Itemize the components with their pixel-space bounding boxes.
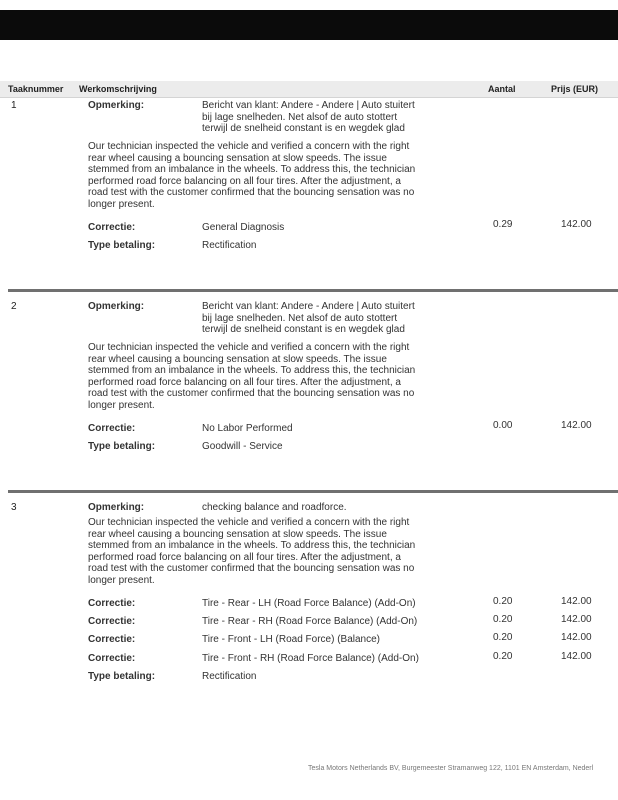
payment-label: Type betaling: [88,240,156,251]
correction-label: Correctie: [88,222,136,233]
payment-label: Type betaling: [88,671,156,682]
correction-quantity: 0.20 [493,596,513,607]
header-description: Werkomschrijving [79,84,157,94]
payment-type: Rectification [202,240,257,251]
correction-price: 142.00 [561,651,592,662]
correction-text: No Labor Performed [202,423,293,434]
correction-quantity: 0.20 [493,651,513,662]
remark-label: Opmerking: [88,502,145,513]
correction-label: Correctie: [88,634,136,645]
header-price: Prijs (EUR) [551,84,599,94]
technician-note: Our technician inspected the vehicle and verified a concern with the right rear wheel causing a bouncing sensation at slow speeds. The issue stemmed from an imbalance in the wheels. To address this, the technician performed road force balancing on all four tires. After the adjustment, a road test with the customer confirmed that the bouncing sensation was no longer present. [88,342,416,411]
correction-quantity: 0.29 [493,219,513,230]
row-divider [8,289,618,292]
remark-label: Opmerking: [88,301,145,312]
correction-label: Correctie: [88,423,136,434]
remark-text: checking balance and roadforce. [202,502,347,513]
task-number: 2 [11,301,17,312]
correction-label: Correctie: [88,598,136,609]
task-number: 3 [11,502,17,513]
header-task-nr: Taaknummer [8,84,64,94]
correction-label: Correctie: [88,616,136,627]
remark-label: Opmerking: [88,100,145,111]
correction-price: 142.00 [561,420,592,431]
correction-text: General Diagnosis [202,222,285,233]
remark-text: Bericht van klant: Andere - Andere | Auto stuitert bij lage snelheden. Net alsof de auto stottert terwijl de snelheid constant is en wegdek glad [202,100,415,134]
technician-note: Our technician inspected the vehicle and verified a concern with the right rear wheel causing a bouncing sensation at slow speeds. The issue stemmed from an imbalance in the wheels. To address this, the technician performed road force balancing on all four tires. After the adjustment, a road test with the customer confirmed that the bouncing sensation was no longer present. [88,517,416,586]
task-row-1 [0,98,618,288]
table-header [0,81,618,98]
task-number: 1 [11,100,17,111]
correction-text: Tire - Rear - LH (Road Force Balance) (Add-On) [202,598,416,609]
correction-price: 142.00 [561,632,592,643]
correction-price: 142.00 [561,614,592,625]
correction-price: 142.00 [561,596,592,607]
correction-text: Tire - Front - RH (Road Force Balance) (Add-On) [202,653,419,664]
correction-label: Correctie: [88,653,136,664]
correction-quantity: 0.00 [493,420,513,431]
payment-label: Type betaling: [88,441,156,452]
correction-price: 142.00 [561,219,592,230]
row-divider [8,490,618,493]
top-bar [0,10,618,40]
correction-quantity: 0.20 [493,632,513,643]
payment-type: Goodwill - Service [202,441,283,452]
correction-text: Tire - Front - LH (Road Force) (Balance) [202,634,381,645]
header-quantity: Aantal [488,84,516,94]
remark-text: Bericht van klant: Andere - Andere | Auto stuitert bij lage snelheden. Net alsof de auto stottert terwijl de snelheid constant is en wegdek glad [202,301,415,335]
task-row-3 [0,500,618,700]
technician-note: Our technician inspected the vehicle and verified a concern with the right rear wheel causing a bouncing sensation at slow speeds. The issue stemmed from an imbalance in the wheels. To address this, the technician performed road force balancing on all four tires. After the adjustment, a road test with the customer confirmed that the bouncing sensation was no longer present. [88,141,416,210]
correction-quantity: 0.20 [493,614,513,625]
task-row-2 [0,299,618,489]
correction-text: Tire - Rear - RH (Road Force Balance) (Add-On) [202,616,418,627]
payment-type: Rectification [202,671,257,682]
company-footer: Tesla Motors Netherlands BV, Burgemeester Stramanweg 122, 1101 EN Amsterdam, Nederl [308,765,594,772]
